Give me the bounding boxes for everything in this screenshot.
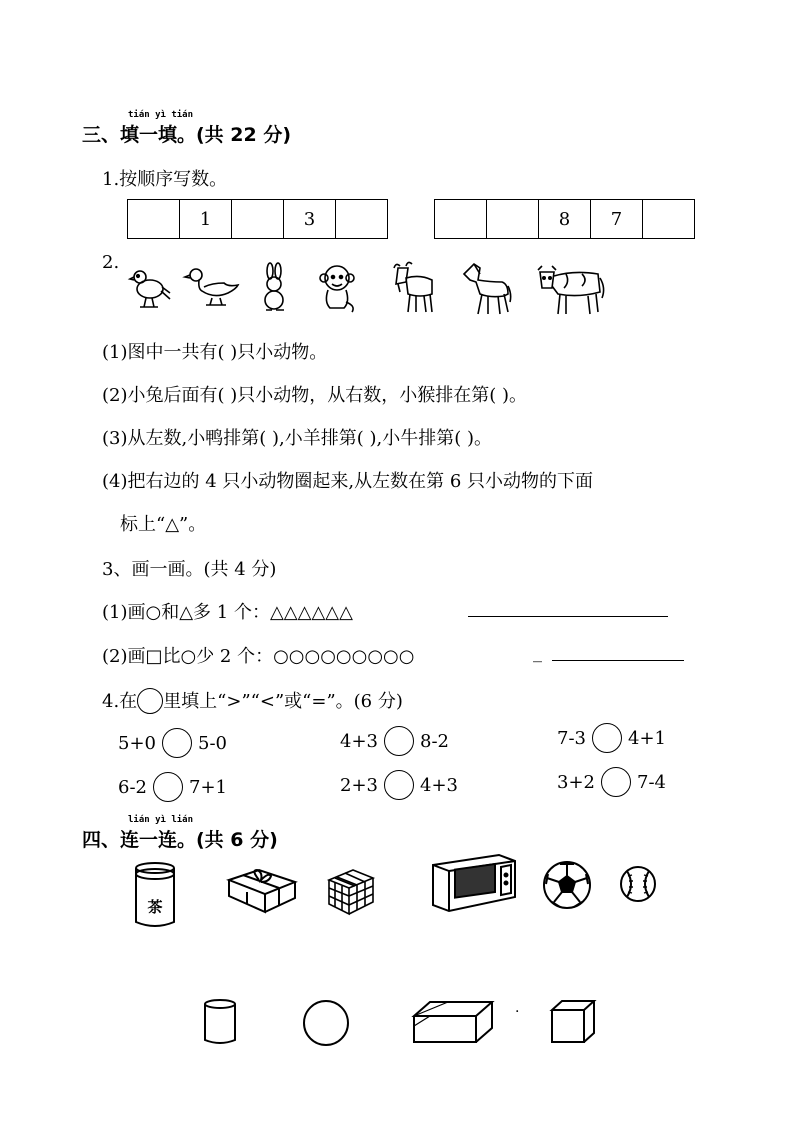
cuboid-icon[interactable] <box>410 998 494 1046</box>
number-box[interactable]: 3 <box>284 200 336 238</box>
compare-item <box>340 770 458 800</box>
compare-circle[interactable] <box>592 723 622 753</box>
expr-right: 4+1 <box>628 727 666 749</box>
section4-title: 四、连一连。(共 6 分) <box>82 829 278 851</box>
number-box[interactable] <box>128 200 180 238</box>
expr-left: 4+3 <box>340 730 378 752</box>
sphere-icon[interactable] <box>301 998 351 1048</box>
number-box[interactable] <box>232 200 284 238</box>
tea-label: 茶 <box>147 898 163 916</box>
q2-label: 2. <box>102 252 120 273</box>
tea-can-icon[interactable] <box>133 860 177 930</box>
compare-circle[interactable] <box>162 728 192 758</box>
expr-left: 2+3 <box>340 774 378 796</box>
q2-line-1: (1)图中一共有( )只小动物。 <box>102 342 328 363</box>
q3-dash: _ <box>533 642 542 663</box>
compare-item <box>557 767 666 797</box>
horse-icon <box>460 260 512 318</box>
q3-line-2: (2)画□比○少 2 个：○○○○○○○○○ <box>102 646 415 667</box>
expr-left: 5+0 <box>118 732 156 754</box>
compare-circle[interactable] <box>384 770 414 800</box>
number-box[interactable] <box>435 200 487 238</box>
expr-left: 6-2 <box>118 776 147 798</box>
cow-icon <box>534 262 606 318</box>
number-box[interactable]: 1 <box>180 200 232 238</box>
expr-right: 7+1 <box>189 776 227 798</box>
number-box[interactable]: 7 <box>591 200 643 238</box>
microwave-icon[interactable] <box>431 853 517 913</box>
q4-title-after: 里填上“>”“<”或“=”。(6 分) <box>163 691 403 712</box>
q3-line-1: (1)画○和△多 1 个：△△△△△△ <box>102 602 353 623</box>
gift-box-icon[interactable] <box>223 866 299 916</box>
compare-circle[interactable] <box>153 772 183 802</box>
section3-pinyin: tián yì tián <box>128 110 194 120</box>
compare-item <box>340 726 449 756</box>
section4-pinyin: lián yì lián <box>128 815 194 825</box>
duck-icon <box>184 265 240 309</box>
bird-icon <box>128 265 172 315</box>
rabbit-icon <box>258 262 292 314</box>
compare-item <box>557 723 666 753</box>
q4-title-before: 4.在 <box>102 691 138 712</box>
number-box[interactable] <box>487 200 539 238</box>
compare-item <box>118 728 227 758</box>
q2-line-3: (3)从左数,小鸭排第( ),小羊排第( ),小牛排第( )。 <box>102 428 492 449</box>
number-box[interactable] <box>336 200 387 238</box>
answer-line[interactable] <box>468 616 668 617</box>
number-box[interactable] <box>643 200 694 238</box>
compare-circle[interactable] <box>601 767 631 797</box>
goat-icon <box>390 260 438 316</box>
q2-line-2: (2)小兔后面有( )只小动物，从右数，小猴排在第( )。 <box>102 385 528 406</box>
cylinder-icon[interactable] <box>202 998 238 1046</box>
baseball-icon[interactable] <box>619 865 657 903</box>
q1-label: 1.按顺序写数。 <box>102 169 228 190</box>
q3-title: 3、画一画。(共 4 分) <box>102 559 277 580</box>
expr-right: 7-4 <box>637 771 666 793</box>
circle-icon <box>137 688 163 714</box>
compare-item <box>118 772 227 802</box>
cube-icon[interactable] <box>548 998 598 1046</box>
monkey-icon <box>316 262 358 314</box>
expr-right: 4+3 <box>420 774 458 796</box>
section3-title: 三、填一填。(共 22 分) <box>82 124 292 146</box>
expr-right: 8-2 <box>420 730 449 752</box>
number-box-row-1 <box>127 199 388 239</box>
answer-line[interactable] <box>552 660 684 661</box>
number-box[interactable]: 8 <box>539 200 591 238</box>
stray-dot: · <box>515 1004 520 1020</box>
q2-line-5: 标上“△”。 <box>120 514 207 535</box>
expr-left: 3+2 <box>557 771 595 793</box>
number-box-row-2 <box>434 199 695 239</box>
q2-line-4: (4)把右边的 4 只小动物圈起来,从左数在第 6 只小动物的下面 <box>102 471 594 492</box>
soccer-ball-icon[interactable] <box>542 860 592 910</box>
rubiks-cube-icon[interactable] <box>325 866 377 916</box>
expr-left: 7-3 <box>557 727 586 749</box>
q4-title <box>102 687 403 714</box>
compare-circle[interactable] <box>384 726 414 756</box>
expr-right: 5-0 <box>198 732 227 754</box>
